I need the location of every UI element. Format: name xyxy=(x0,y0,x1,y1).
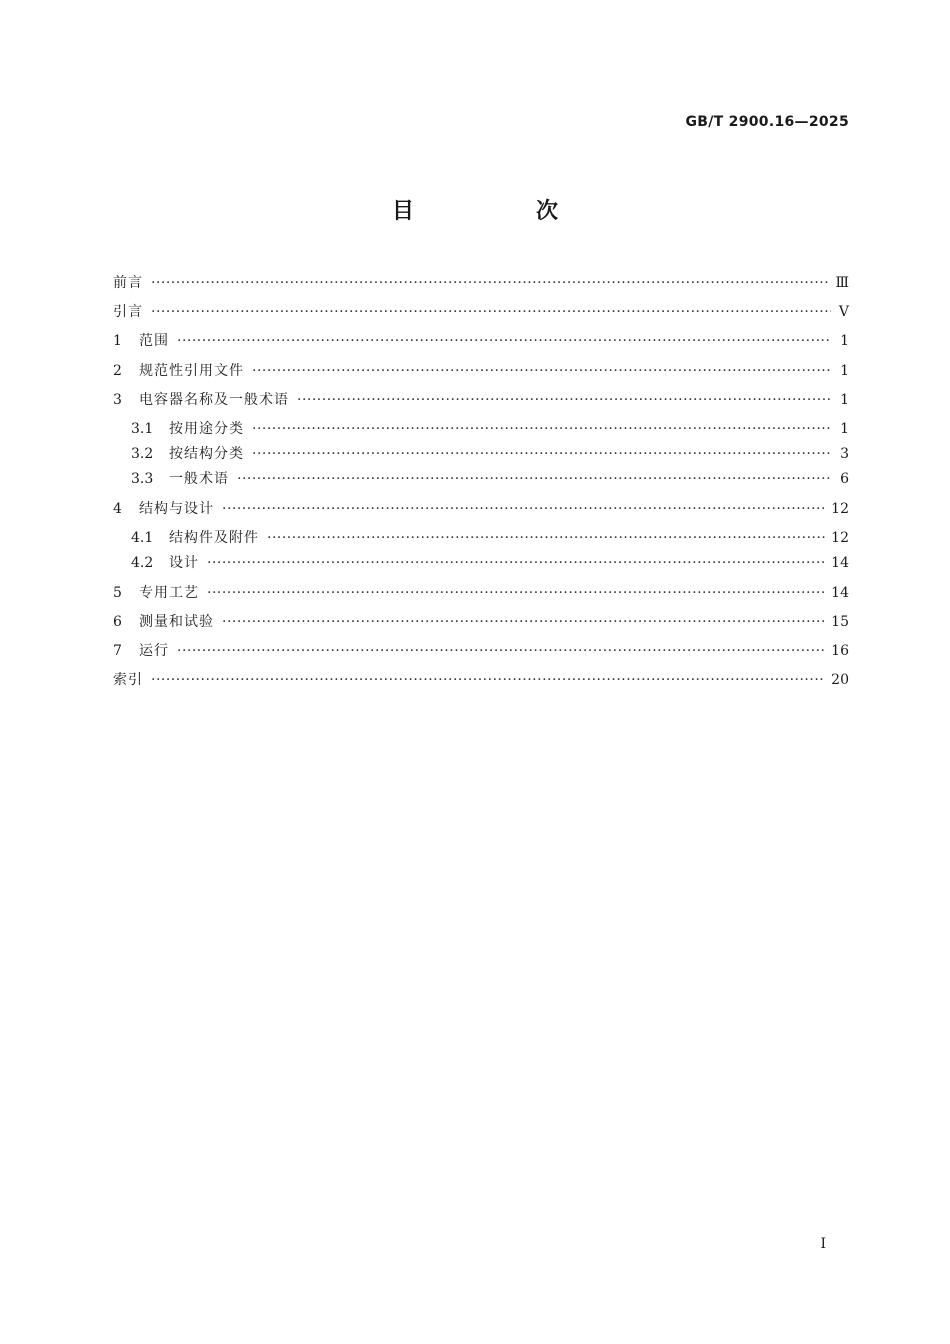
dot-leader xyxy=(222,611,825,633)
toc-entry-index[interactable] xyxy=(113,669,849,691)
toc-entry-page: Ⅴ xyxy=(838,304,849,320)
toc-entry-page: 6 xyxy=(840,471,849,487)
toc-entry-page: 20 xyxy=(831,672,849,688)
toc-entry-number: 2 xyxy=(113,363,122,379)
dot-leader xyxy=(177,640,825,662)
toc-entry-page: Ⅲ xyxy=(835,275,849,291)
dot-leader xyxy=(207,582,825,604)
dot-leader xyxy=(151,272,829,294)
toc-entry-page: 12 xyxy=(831,501,849,517)
toc-entry-label: 按用途分类 xyxy=(169,421,244,437)
dot-leader xyxy=(237,468,831,490)
toc-entry-page: 1 xyxy=(840,363,849,379)
toc-entry-3[interactable] xyxy=(113,389,849,411)
toc-entry-page: 16 xyxy=(831,643,849,659)
toc-entry-4[interactable] xyxy=(113,498,849,520)
toc-entry-number: 4 xyxy=(113,501,122,517)
toc-entry-3-1[interactable] xyxy=(131,418,849,440)
toc-entry-label: 测量和试验 xyxy=(139,614,214,630)
toc-entry-number: 3 xyxy=(113,392,122,408)
toc-entry-number: 6 xyxy=(113,614,122,630)
toc-entry-2[interactable] xyxy=(113,360,849,382)
toc-entry-label: 范围 xyxy=(139,333,169,349)
dot-leader xyxy=(151,669,825,691)
toc-entry-number: 3.3 xyxy=(131,471,154,487)
dot-leader xyxy=(222,498,825,520)
toc-entry-label: 一般术语 xyxy=(169,471,229,487)
toc-entry-label: 索引 xyxy=(113,672,143,688)
dot-leader xyxy=(207,552,825,574)
toc-entry-page: 1 xyxy=(840,392,849,408)
toc-entry-label: 引言 xyxy=(113,304,143,320)
toc-entry-number: 3.1 xyxy=(131,421,154,437)
dot-leader xyxy=(177,330,831,352)
toc-entry-label: 运行 xyxy=(139,643,169,659)
dot-leader xyxy=(151,301,831,323)
toc-entry-label: 设计 xyxy=(169,555,199,571)
toc-entry-4-1[interactable] xyxy=(131,527,849,549)
toc-entry-label: 电容器名称及一般术语 xyxy=(139,392,289,408)
standard-code: GB/T 2900.16—2025 xyxy=(685,114,849,130)
toc-entry-number: 3.2 xyxy=(131,446,154,462)
dot-leader xyxy=(252,443,831,465)
dot-leader xyxy=(252,360,831,382)
toc-entry-3-3[interactable] xyxy=(131,468,849,490)
toc-entry-4-2[interactable] xyxy=(131,552,849,574)
toc-entry-label: 规范性引用文件 xyxy=(139,363,244,379)
toc-entry-label: 按结构分类 xyxy=(169,446,244,462)
toc-entry-5[interactable] xyxy=(113,582,849,604)
toc-entry-7[interactable] xyxy=(113,640,849,662)
dot-leader xyxy=(267,527,825,549)
toc-entry-page: 14 xyxy=(831,585,849,601)
toc-entry-label: 前言 xyxy=(113,275,143,291)
toc-entry-label: 专用工艺 xyxy=(139,585,199,601)
toc-entry-page: 3 xyxy=(840,446,849,462)
toc-entry-number: 4.1 xyxy=(131,530,154,546)
toc-entry-page: 12 xyxy=(831,530,849,546)
toc-entry-number: 5 xyxy=(113,585,122,601)
page-number: I xyxy=(820,1236,826,1252)
dot-leader xyxy=(252,418,831,440)
toc-entry-label: 结构件及附件 xyxy=(169,530,259,546)
toc-entry-6[interactable] xyxy=(113,611,849,633)
toc-entry-1[interactable] xyxy=(113,330,849,352)
toc-entry-introduction[interactable] xyxy=(113,301,849,323)
toc-entry-3-2[interactable] xyxy=(131,443,849,465)
toc-entry-page: 1 xyxy=(840,421,849,437)
toc-entry-number: 1 xyxy=(113,333,122,349)
dot-leader xyxy=(297,389,831,411)
toc-entry-number: 4.2 xyxy=(131,555,154,571)
page-title: 目 次 xyxy=(391,199,608,224)
toc-entry-page: 1 xyxy=(840,333,849,349)
toc-entry-label: 结构与设计 xyxy=(139,501,214,517)
toc-entry-page: 15 xyxy=(831,614,849,630)
toc-entry-number: 7 xyxy=(113,643,122,659)
toc-entry-foreword[interactable] xyxy=(113,272,849,294)
toc-entry-page: 14 xyxy=(831,555,849,571)
